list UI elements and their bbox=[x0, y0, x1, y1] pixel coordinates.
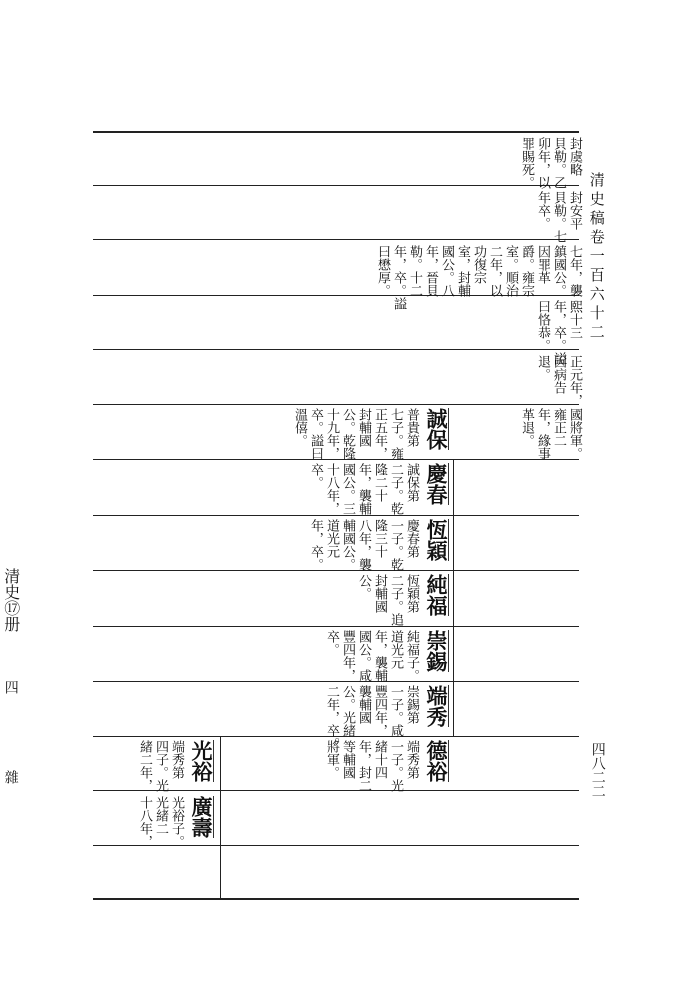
row-text: 貝勒。七 bbox=[551, 191, 566, 243]
margin-volume: 清史⑰册 bbox=[1, 568, 21, 632]
row-divider bbox=[93, 185, 579, 186]
row-text: 普貴第 bbox=[404, 408, 419, 447]
row-text: 七子。雍 bbox=[388, 408, 403, 460]
row-text: 封安平 bbox=[567, 191, 582, 230]
row-text: 緒二年， bbox=[137, 740, 152, 792]
row-text: 國公。咸 bbox=[356, 630, 371, 682]
table-row bbox=[290, 408, 451, 460]
row-text: 二子。乾 bbox=[388, 463, 403, 515]
row-text: 道光元 bbox=[388, 630, 403, 669]
row-text: 公。乾隆 bbox=[340, 408, 355, 460]
row-text: 豐四年， bbox=[372, 685, 387, 737]
margin-section: 四 bbox=[2, 680, 19, 694]
row-text: 封輔國 bbox=[356, 408, 371, 447]
column-divider bbox=[453, 459, 454, 737]
row-text: 年，封二 bbox=[356, 740, 371, 792]
person-name: 光裕 bbox=[189, 740, 214, 782]
row-text: 將軍。 bbox=[324, 740, 339, 779]
row-text: 端秀第 bbox=[169, 740, 184, 779]
row-text: 退。 bbox=[535, 355, 550, 381]
row-text: 端秀第 bbox=[404, 740, 419, 779]
row-text: 年，襲輔 bbox=[356, 463, 371, 515]
row-text: 等輔國 bbox=[340, 740, 355, 779]
row-divider bbox=[93, 239, 579, 240]
row-text: 室。順治 bbox=[503, 245, 518, 297]
table-bottom-rule bbox=[93, 898, 579, 900]
row-text: 道光元 bbox=[324, 519, 339, 558]
row-text: 公。 bbox=[356, 574, 371, 600]
row-text: 國公。八 bbox=[439, 245, 454, 297]
row-text: 八年，襲 bbox=[356, 519, 371, 571]
table-row bbox=[306, 519, 451, 571]
table-row bbox=[517, 137, 581, 189]
row-text: 崇錫第 bbox=[404, 685, 419, 724]
row-text: 年卒。 bbox=[535, 191, 550, 230]
page-number: 四八二二 bbox=[589, 742, 606, 798]
row-text: 光裕子。 bbox=[169, 796, 184, 848]
row-text: 公。光緒 bbox=[340, 685, 355, 737]
row-text: 二子。追 bbox=[388, 574, 403, 626]
row-text: 正元年， bbox=[567, 355, 582, 407]
row-divider bbox=[93, 626, 579, 627]
person-name: 德裕 bbox=[424, 740, 449, 782]
row-text: 雍正二 bbox=[551, 408, 566, 447]
row-text: 封輔國 bbox=[372, 574, 387, 613]
row-text: 誠保第 bbox=[404, 463, 419, 502]
row-text: 二年，以 bbox=[487, 245, 502, 297]
row-text: 一子。光 bbox=[388, 740, 403, 792]
row-text: 國將軍。 bbox=[567, 408, 582, 460]
row-text: 曰恪恭。 bbox=[535, 300, 550, 352]
table-row bbox=[135, 796, 216, 848]
table-row bbox=[533, 355, 581, 407]
table-top-rule bbox=[93, 131, 579, 133]
table-row bbox=[135, 740, 216, 792]
row-text: 輔國公。 bbox=[340, 519, 355, 571]
row-text: 卒。謚曰 bbox=[308, 408, 323, 460]
row-text: 純福子。 bbox=[404, 630, 419, 682]
row-text: 罪賜死。 bbox=[519, 137, 534, 189]
row-text: 卒。 bbox=[308, 463, 323, 489]
row-text: 國公。三 bbox=[340, 463, 355, 515]
row-text: 年，晉貝 bbox=[423, 245, 438, 297]
margin-extra: 雜 bbox=[2, 770, 19, 784]
row-divider bbox=[93, 515, 579, 516]
row-text: 七年，襲 bbox=[567, 245, 582, 297]
row-divider bbox=[93, 349, 579, 350]
row-text: 恆穎第 bbox=[404, 574, 419, 613]
row-text: 緒十四 bbox=[372, 740, 387, 779]
row-text: 卯年，以 bbox=[535, 137, 550, 189]
row-text: 慶春第 bbox=[404, 519, 419, 558]
row-text: 室，封輔 bbox=[455, 245, 470, 297]
person-name: 崇錫 bbox=[424, 630, 449, 672]
row-text: 熙十三 bbox=[567, 300, 582, 339]
person-name: 純福 bbox=[424, 574, 449, 616]
row-text: 隆三十 bbox=[372, 519, 387, 558]
table-row bbox=[533, 191, 581, 243]
table-row bbox=[354, 574, 451, 626]
row-text: 二年，卒。 bbox=[324, 685, 339, 750]
person-name: 廣壽 bbox=[189, 796, 214, 838]
row-text: 曰懋厚。 bbox=[375, 245, 390, 297]
row-text: 年，卒。謚 bbox=[391, 245, 406, 310]
row-text: 勒。十二 bbox=[407, 245, 422, 297]
row-text: 十八年， bbox=[137, 796, 152, 848]
row-text: 十八年， bbox=[324, 463, 339, 515]
row-text: 年，緣事 bbox=[535, 408, 550, 460]
row-text: 溫僖。 bbox=[292, 408, 307, 447]
header-title: 清史稿卷一百六十二 bbox=[587, 172, 606, 343]
table-row bbox=[306, 463, 451, 515]
row-text: 因病告 bbox=[551, 355, 566, 394]
row-text: 光緒二 bbox=[153, 796, 168, 835]
person-name: 恆穎 bbox=[424, 519, 449, 561]
row-text: 豐四年， bbox=[340, 630, 355, 682]
person-name: 慶春 bbox=[424, 463, 449, 505]
row-text: 四子。光 bbox=[153, 740, 168, 792]
row-text: 革退。 bbox=[519, 408, 534, 447]
column-divider bbox=[220, 736, 221, 898]
row-text: 正五年， bbox=[372, 408, 387, 460]
row-text: 功復宗 bbox=[471, 245, 486, 284]
row-text: 襲輔國 bbox=[356, 685, 371, 724]
row-text: 鎮國公。 bbox=[551, 245, 566, 297]
row-text: 年，卒。謚 bbox=[551, 300, 566, 365]
row-text: 封虞略 bbox=[567, 137, 582, 176]
row-text: 一子。咸 bbox=[388, 685, 403, 737]
row-text: 年，襲輔 bbox=[372, 630, 387, 682]
row-text: 年，卒。 bbox=[308, 519, 323, 571]
table-row bbox=[322, 740, 451, 792]
person-name: 誠保 bbox=[424, 408, 449, 450]
row-text: 貝勒。乙 bbox=[551, 137, 566, 189]
person-name: 端秀 bbox=[424, 685, 449, 727]
row-text: 因罪革 bbox=[535, 245, 550, 284]
row-divider bbox=[93, 404, 579, 405]
row-text: 十九年， bbox=[324, 408, 339, 460]
table-row bbox=[517, 408, 581, 460]
row-text: 隆二十 bbox=[372, 463, 387, 502]
row-text: 卒。 bbox=[324, 630, 339, 656]
table-row bbox=[322, 630, 451, 682]
row-text: 爵。雍宗 bbox=[519, 245, 534, 297]
row-text: 一子。乾 bbox=[388, 519, 403, 571]
